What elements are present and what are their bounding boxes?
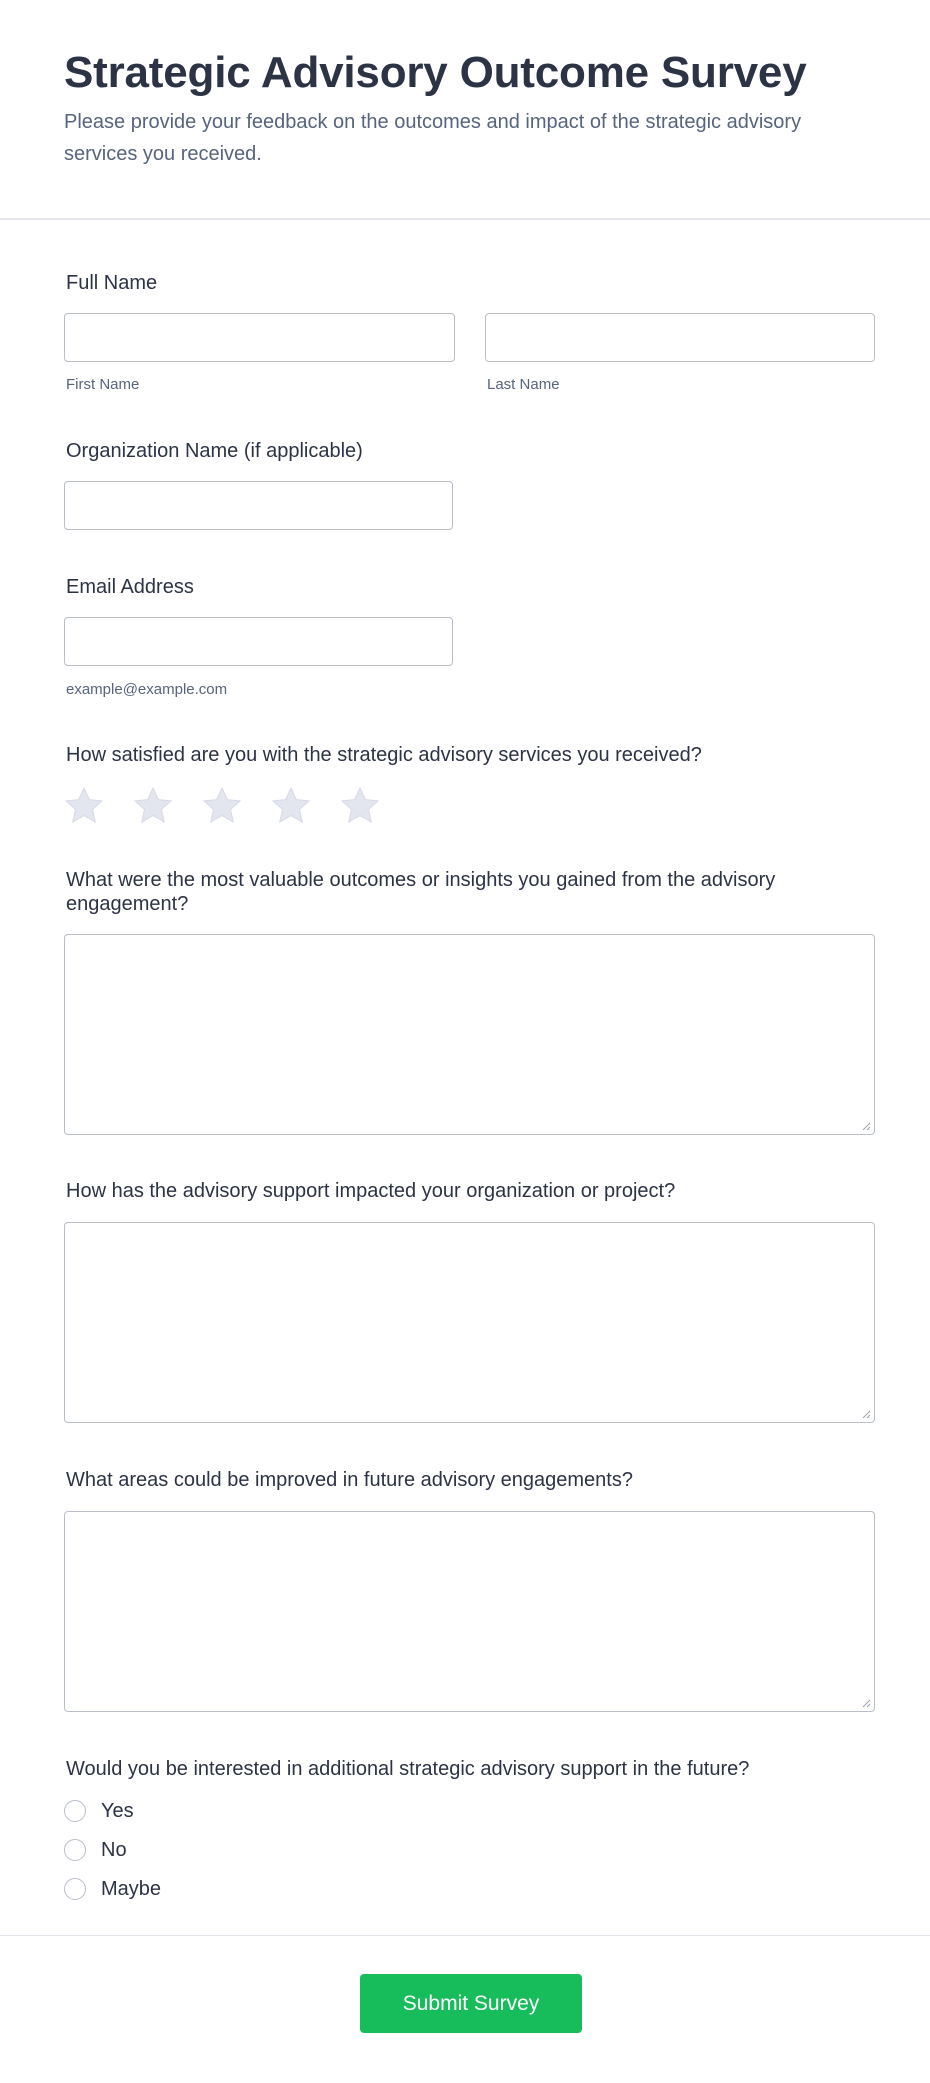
- valuable-outcomes-textarea[interactable]: [64, 934, 875, 1135]
- impact-label: How has the advisory support impacted your organization or project?: [66, 1180, 676, 1202]
- future-interest-label: Would you be interested in additional strategic advisory support in the future?: [66, 1758, 750, 1780]
- radio-button[interactable]: [64, 1878, 86, 1900]
- last-name-input[interactable]: [485, 313, 875, 362]
- radio-label-no: No: [101, 1839, 127, 1861]
- email-sublabel: example@example.com: [66, 681, 228, 698]
- first-name-sublabel: First Name: [66, 376, 140, 393]
- resize-grip-icon[interactable]: [861, 1698, 871, 1708]
- valuable-outcomes-label: What were the most valuable outcomes or insights you gained from the advisory engagement?: [66, 869, 776, 915]
- impact-textarea[interactable]: [64, 1222, 875, 1423]
- organization-label: Organization Name (if applicable): [66, 440, 363, 462]
- organization-input[interactable]: [64, 481, 453, 530]
- email-input[interactable]: [64, 617, 453, 666]
- star-icon[interactable]: [340, 786, 380, 826]
- footer-divider: [0, 1935, 930, 1936]
- full-name-label: Full Name: [66, 272, 158, 294]
- star-icon[interactable]: [202, 786, 242, 826]
- page-subtitle: Please provide your feedback on the outcomes and impact of the strategic advisory services you received.: [64, 111, 802, 165]
- submit-button[interactable]: Submit Survey: [360, 1974, 582, 2033]
- form-header: [0, 0, 930, 220]
- satisfaction-label: How satisfied are you with the strategic advisory services you received?: [66, 744, 702, 766]
- resize-grip-icon[interactable]: [861, 1121, 871, 1131]
- radio-option-no[interactable]: [64, 1838, 364, 1866]
- resize-grip-icon[interactable]: [861, 1409, 871, 1419]
- star-rating: [64, 786, 424, 826]
- improvements-textarea[interactable]: [64, 1511, 875, 1712]
- radio-option-maybe[interactable]: [64, 1877, 364, 1905]
- last-name-sublabel: Last Name: [487, 376, 560, 393]
- first-name-input[interactable]: [64, 313, 455, 362]
- email-label: Email Address: [66, 576, 194, 598]
- radio-button[interactable]: [64, 1800, 86, 1822]
- star-icon[interactable]: [133, 786, 173, 826]
- radio-label-yes: Yes: [101, 1800, 134, 1822]
- improvements-label: What areas could be improved in future advisory engagements?: [66, 1469, 633, 1491]
- star-icon[interactable]: [64, 786, 104, 826]
- radio-label-maybe: Maybe: [101, 1878, 162, 1900]
- star-icon[interactable]: [271, 786, 311, 826]
- radio-option-yes[interactable]: [64, 1799, 364, 1827]
- page-title: Strategic Advisory Outcome Survey: [64, 48, 807, 97]
- radio-button[interactable]: [64, 1839, 86, 1861]
